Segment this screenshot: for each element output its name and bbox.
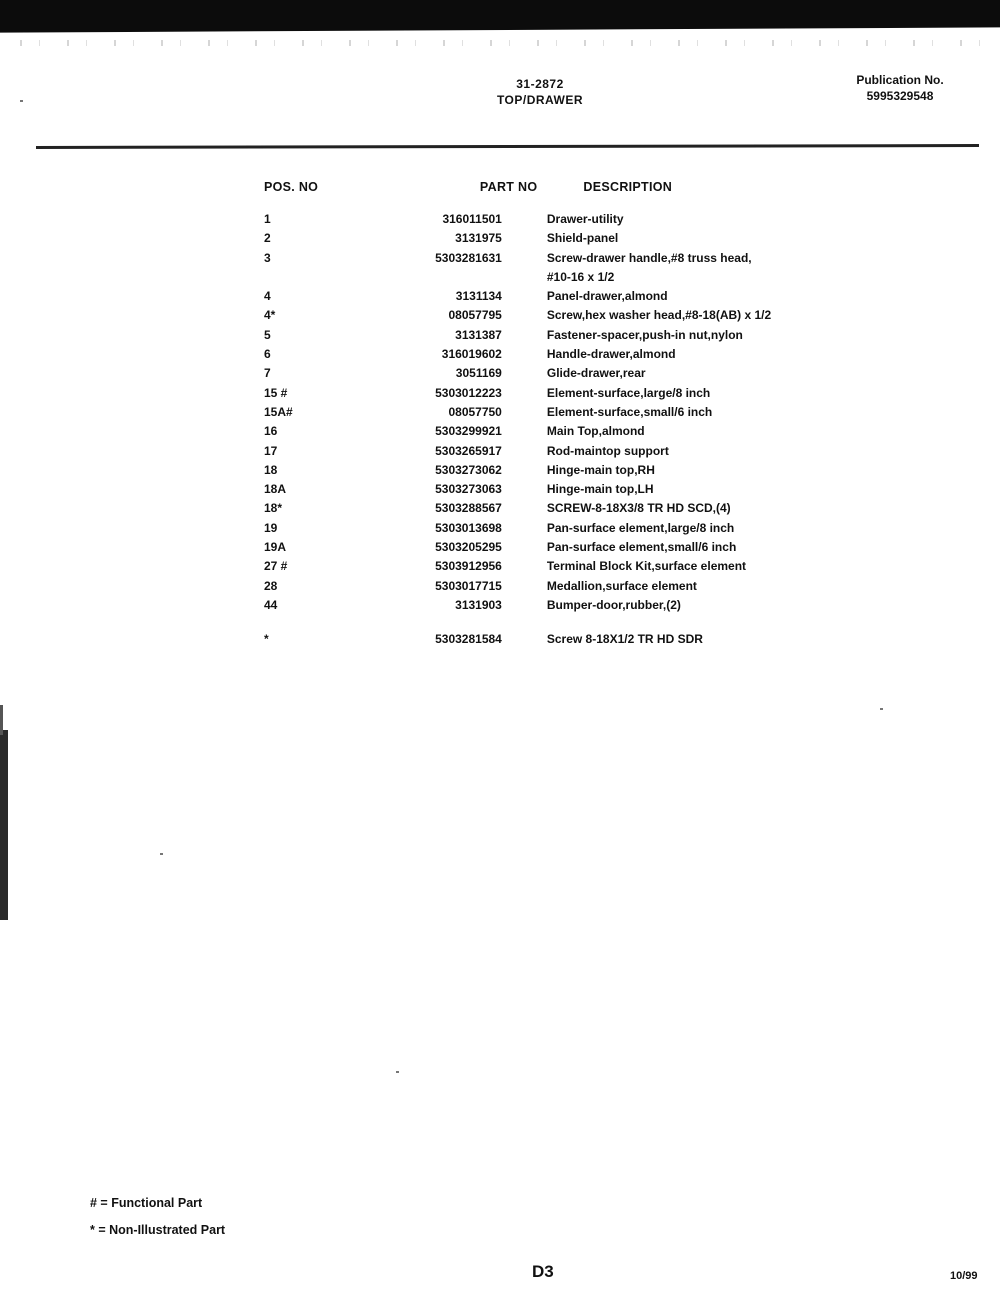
description-cell: Glide-drawer,rear	[546, 366, 646, 381]
table-row	[264, 442, 864, 461]
pos-cell: 6	[264, 347, 271, 362]
column-header-part: PART NO	[479, 180, 538, 194]
table-row	[264, 287, 864, 306]
pos-cell: 2	[264, 231, 271, 246]
pos-cell: 7	[264, 366, 271, 381]
column-header-pos: POS. NO	[264, 180, 319, 194]
table-row	[264, 249, 864, 288]
table-row	[264, 326, 864, 345]
description-cell: Shield-panel	[546, 231, 619, 246]
description-cell: Fastener-spacer,push-in nut,nylon	[546, 327, 743, 342]
revision-date: 10/99	[950, 1270, 978, 1282]
pos-cell: 19A	[264, 540, 287, 555]
pos-cell: 18*	[264, 501, 283, 516]
table-row	[264, 306, 864, 325]
scan-speck	[880, 708, 883, 710]
description-cell: Rod-maintop support	[546, 443, 669, 458]
part-number-cell: 5303205295	[435, 540, 502, 555]
part-number-cell: 5303299921	[435, 424, 502, 439]
table-row	[264, 519, 864, 538]
section-title: TOP/DRAWER	[496, 93, 584, 107]
description-cell: Main Top,almond	[546, 424, 645, 439]
description-cell: Pan-surface element,large/8 inch	[546, 520, 735, 535]
parts-table-header	[264, 180, 864, 210]
table-row	[264, 577, 864, 596]
publication-label: Publication No.	[856, 73, 944, 87]
description-cell: Panel-drawer,almond	[546, 289, 668, 304]
pos-cell: 44	[264, 597, 278, 612]
publication-block	[820, 72, 980, 104]
table-row	[264, 461, 864, 480]
description-cell: Terminal Block Kit,surface element	[546, 559, 747, 574]
pos-cell: 15A#	[264, 404, 293, 419]
parts-table	[264, 180, 864, 650]
pos-cell: 27 #	[264, 559, 288, 574]
page-code: D3	[532, 1262, 554, 1281]
part-number-cell: 5303273063	[435, 482, 502, 497]
part-number-cell: 3131134	[455, 289, 502, 304]
part-number-cell: 5303017715	[435, 578, 502, 593]
table-row	[264, 229, 864, 248]
pos-cell: *	[264, 632, 269, 647]
part-number-cell: 3131387	[455, 327, 502, 342]
publication-number: 5995329548	[866, 89, 934, 103]
part-number-cell: 316011501	[442, 212, 502, 226]
table-row	[264, 596, 864, 615]
description-cell: Pan-surface element,small/6 inch	[546, 540, 737, 555]
pos-cell: 19	[264, 520, 278, 535]
scan-left-edge-mark	[0, 705, 3, 735]
part-number-cell: 3131975	[455, 231, 502, 246]
table-row	[264, 557, 864, 576]
scan-speck	[20, 100, 23, 102]
pos-cell: 5	[264, 327, 271, 342]
description-cell: Element-surface,small/6 inch	[546, 404, 713, 419]
description-cell: Handle-drawer,almond	[546, 347, 676, 362]
part-number-cell: 5303288567	[435, 501, 502, 516]
document-header	[440, 76, 640, 108]
part-number-cell: 5303281584	[435, 632, 502, 647]
legend-non-illustrated: * = Non-Illustrated Part	[90, 1223, 226, 1237]
description-cell: Element-surface,large/8 inch	[546, 385, 711, 400]
pos-cell: 15 #	[264, 385, 288, 400]
table-row	[264, 480, 864, 499]
part-number-cell: 316019602	[441, 347, 502, 362]
part-number-cell: 5303912956	[435, 559, 502, 574]
description-cell: Bumper-door,rubber,(2)	[546, 597, 681, 612]
pos-cell: 18	[264, 462, 278, 477]
description-cell: Screw-drawer handle,#8 truss head, #10-16 x 1/2	[546, 250, 752, 284]
table-row	[264, 538, 864, 557]
part-number-cell: 5303265917	[435, 443, 502, 458]
table-row	[264, 499, 864, 518]
legend	[90, 1190, 225, 1244]
part-number-cell: 5303273062	[435, 462, 502, 477]
table-row	[264, 345, 864, 364]
scan-speck	[396, 1071, 399, 1073]
table-row	[264, 403, 864, 422]
description-cell: Medallion,surface element	[546, 578, 697, 593]
scan-noise	[20, 40, 980, 46]
pos-cell: 1	[264, 212, 271, 226]
part-number-cell: 5303012223	[435, 385, 502, 400]
description-cell: Screw,hex washer head,#8-18(AB) x 1/2	[546, 308, 772, 323]
pos-cell: 28	[264, 578, 278, 593]
description-cell: Screw 8-18X1/2 TR HD SDR	[546, 632, 703, 647]
description-cell: SCREW-8-18X3/8 TR HD SCD,(4)	[546, 501, 731, 516]
part-number-cell: 5303013698	[435, 520, 502, 535]
part-number-cell: 3051169	[455, 366, 502, 381]
description-cell: Hinge-main top,LH	[546, 482, 654, 497]
part-number-cell: 08057750	[448, 404, 502, 419]
table-row	[264, 384, 864, 403]
parts-table-body	[264, 210, 864, 650]
pos-cell: 4	[264, 289, 271, 304]
part-number-cell: 08057795	[448, 308, 502, 323]
table-row	[264, 210, 864, 229]
scan-left-edge	[0, 730, 8, 920]
description-cell: Hinge-main top,RH	[546, 462, 655, 477]
pos-cell: 17	[264, 443, 278, 458]
part-number-cell: 5303281631	[435, 250, 502, 265]
description-cell: Drawer-utility	[546, 212, 624, 226]
legend-functional: # = Functional Part	[90, 1196, 203, 1210]
header-divider	[36, 144, 979, 149]
table-row	[264, 422, 864, 441]
scan-speck	[160, 853, 163, 855]
column-header-description: DESCRIPTION	[583, 180, 673, 194]
part-number-cell: 3131903	[455, 597, 502, 612]
pos-cell: 16	[264, 424, 278, 439]
table-row	[264, 364, 864, 383]
pos-cell: 3	[264, 250, 271, 265]
pos-cell: 18A	[264, 482, 287, 497]
pos-cell: 4*	[264, 308, 276, 323]
model-number: 31-2872	[516, 77, 564, 91]
table-row	[264, 630, 864, 649]
